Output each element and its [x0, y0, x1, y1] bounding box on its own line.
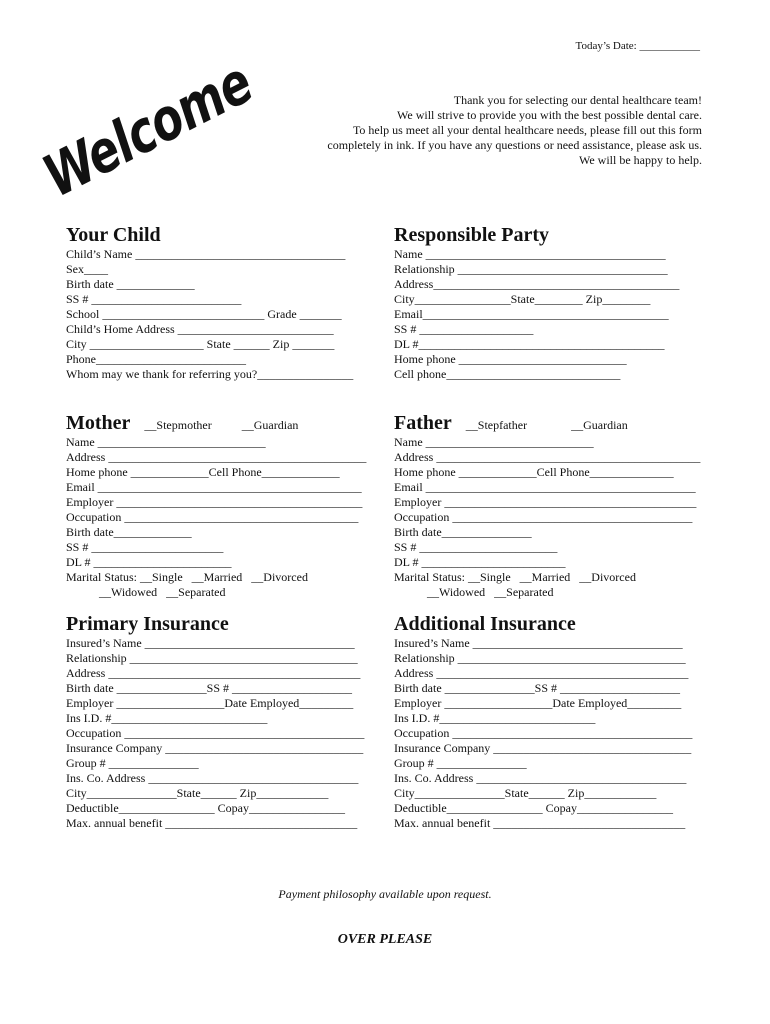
ai-group-field[interactable]: Group # _______________: [394, 756, 527, 770]
rp-address-field[interactable]: Address_________________________________________: [394, 277, 680, 291]
mother-address-field[interactable]: Address ___________________________________________: [66, 450, 367, 464]
mother-marital-status[interactable]: Marital Status: __Single __Married __Divorced: [66, 570, 308, 584]
responsible-party-section: [394, 223, 714, 382]
mother-birth-date-field[interactable]: Birth date_____________: [66, 525, 192, 539]
mother-email-field[interactable]: Email ____________________________________________: [66, 480, 362, 494]
father-employer-field[interactable]: Employer __________________________________________: [394, 495, 697, 509]
mother-occupation-field[interactable]: Occupation _______________________________________: [66, 510, 359, 524]
pi-insured-name-field[interactable]: Insured’s Name ___________________________________: [66, 636, 355, 650]
additional-insurance-heading: Additional Insurance: [394, 613, 576, 635]
father-home-phone-field[interactable]: Home phone _____________Cell Phone______________: [394, 465, 674, 479]
child-city-field[interactable]: City ___________________ State ______ Zip _______: [66, 337, 335, 351]
pi-deductible-field[interactable]: Deductible________________ Copay________________: [66, 801, 345, 815]
rp-name-field[interactable]: Name ________________________________________: [394, 247, 666, 261]
intro-text: [327, 93, 702, 168]
father-section: [394, 411, 714, 600]
ai-max-benefit-field[interactable]: Max. annual benefit ________________________________: [394, 816, 686, 830]
stepmother-option[interactable]: __Stepmother: [144, 418, 212, 432]
child-phone-field[interactable]: Phone_________________________: [66, 352, 246, 366]
child-ss-field[interactable]: SS # _________________________: [66, 292, 242, 306]
your-child-section: [66, 223, 386, 382]
father-marital-status-2[interactable]: __Widowed __Separated: [394, 585, 554, 599]
rp-email-field[interactable]: Email_________________________________________: [394, 307, 669, 321]
pi-ins-id-field[interactable]: Ins I.D. #__________________________: [66, 711, 268, 725]
pi-max-benefit-field[interactable]: Max. annual benefit ________________________________: [66, 816, 358, 830]
mother-marital-status-2[interactable]: __Widowed __Separated: [66, 585, 226, 599]
father-ss-field[interactable]: SS # _______________________: [394, 540, 558, 554]
ai-ins-id-field[interactable]: Ins I.D. #__________________________: [394, 711, 596, 725]
intro-line: completely in ink. If you have any questions or need assistance, please ask us.: [327, 138, 702, 152]
ai-city-field[interactable]: City_______________State______ Zip____________: [394, 786, 657, 800]
welcome-title: Welcome: [32, 48, 263, 211]
child-home-address-field[interactable]: Child’s Home Address __________________________: [66, 322, 334, 336]
your-child-heading: Your Child: [66, 224, 161, 246]
child-sex-field[interactable]: Sex____: [66, 262, 108, 276]
mother-home-phone-field[interactable]: Home phone _____________Cell Phone_____________: [66, 465, 340, 479]
father-name-field[interactable]: Name ____________________________: [394, 435, 594, 449]
ai-address-field[interactable]: Address __________________________________________: [394, 666, 689, 680]
additional-insurance-section: [394, 612, 714, 831]
pi-city-field[interactable]: City_______________State______ Zip____________: [66, 786, 329, 800]
mother-dl-field[interactable]: DL # _______________________: [66, 555, 232, 569]
father-guardian-option[interactable]: __Guardian: [571, 418, 628, 432]
referral-field[interactable]: Whom may we thank for referring you?________________: [66, 367, 354, 381]
father-occupation-field[interactable]: Occupation ________________________________________: [394, 510, 693, 524]
mother-ss-field[interactable]: SS # ______________________: [66, 540, 224, 554]
child-name-field[interactable]: Child’s Name ___________________________________: [66, 247, 346, 261]
father-heading: Father: [394, 412, 452, 434]
pi-employer-field[interactable]: Employer __________________Date Employed_________: [66, 696, 354, 710]
father-email-field[interactable]: Email _____________________________________________: [394, 480, 696, 494]
stepfather-option[interactable]: __Stepfather: [465, 418, 528, 432]
pi-insurance-company-field[interactable]: Insurance Company _________________________________: [66, 741, 364, 755]
rp-ss-field[interactable]: SS # ___________________: [394, 322, 534, 336]
rp-relationship-field[interactable]: Relationship ___________________________________: [394, 262, 668, 276]
intro-line: Thank you for selecting our dental healthcare team!: [453, 93, 702, 107]
pi-group-field[interactable]: Group # _______________: [66, 756, 199, 770]
primary-insurance-section: [66, 612, 386, 831]
child-birth-date-field[interactable]: Birth date _____________: [66, 277, 195, 291]
primary-insurance-heading: Primary Insurance: [66, 613, 229, 635]
ai-insured-name-field[interactable]: Insured’s Name ___________________________________: [394, 636, 683, 650]
father-dl-field[interactable]: DL # ________________________: [394, 555, 566, 569]
ai-ins-co-address-field[interactable]: Ins. Co. Address ___________________________________: [394, 771, 687, 785]
ai-birth-date-field[interactable]: Birth date _______________SS # ____________________: [394, 681, 681, 695]
rp-dl-field[interactable]: DL #_________________________________________: [394, 337, 665, 351]
payment-philosophy-note: Payment philosophy available upon request.: [278, 887, 492, 901]
ai-occupation-field[interactable]: Occupation ________________________________________: [394, 726, 693, 740]
ai-employer-field[interactable]: Employer __________________Date Employed_________: [394, 696, 682, 710]
intro-line: To help us meet all your dental healthcare needs, please fill out this form: [352, 123, 702, 137]
responsible-party-heading: Responsible Party: [394, 224, 549, 246]
pi-birth-date-field[interactable]: Birth date _______________SS # ____________________: [66, 681, 353, 695]
over-please-note: OVER PLEASE: [337, 932, 433, 947]
father-marital-status[interactable]: Marital Status: __Single __Married __Divorced: [394, 570, 636, 584]
rp-city-field[interactable]: City________________State________ Zip________: [394, 292, 651, 306]
pi-occupation-field[interactable]: Occupation ________________________________________: [66, 726, 365, 740]
todays-date-field[interactable]: Today’s Date: ___________: [575, 40, 700, 52]
mother-heading: Mother: [66, 412, 131, 434]
ai-insurance-company-field[interactable]: Insurance Company _________________________________: [394, 741, 692, 755]
rp-home-phone-field[interactable]: Home phone ____________________________: [394, 352, 627, 366]
intro-line: We will strive to provide you with the best possible dental care.: [397, 108, 702, 122]
father-birth-date-field[interactable]: Birth date_______________: [394, 525, 532, 539]
mother-employer-field[interactable]: Employer _________________________________________: [66, 495, 363, 509]
rp-cell-phone-field[interactable]: Cell phone_____________________________: [394, 367, 621, 381]
father-address-field[interactable]: Address ____________________________________________: [394, 450, 701, 464]
pi-address-field[interactable]: Address __________________________________________: [66, 666, 361, 680]
mother-section: [66, 411, 386, 600]
mother-guardian-option[interactable]: __Guardian: [241, 418, 299, 432]
ai-relationship-field[interactable]: Relationship ______________________________________: [394, 651, 686, 665]
pi-ins-co-address-field[interactable]: Ins. Co. Address ___________________________________: [66, 771, 359, 785]
child-school-field[interactable]: School ___________________________ Grade _______: [66, 307, 342, 321]
ai-deductible-field[interactable]: Deductible________________ Copay________________: [394, 801, 673, 815]
intro-line: We will be happy to help.: [578, 153, 702, 167]
mother-name-field[interactable]: Name ____________________________: [66, 435, 266, 449]
pi-relationship-field[interactable]: Relationship ______________________________________: [66, 651, 358, 665]
